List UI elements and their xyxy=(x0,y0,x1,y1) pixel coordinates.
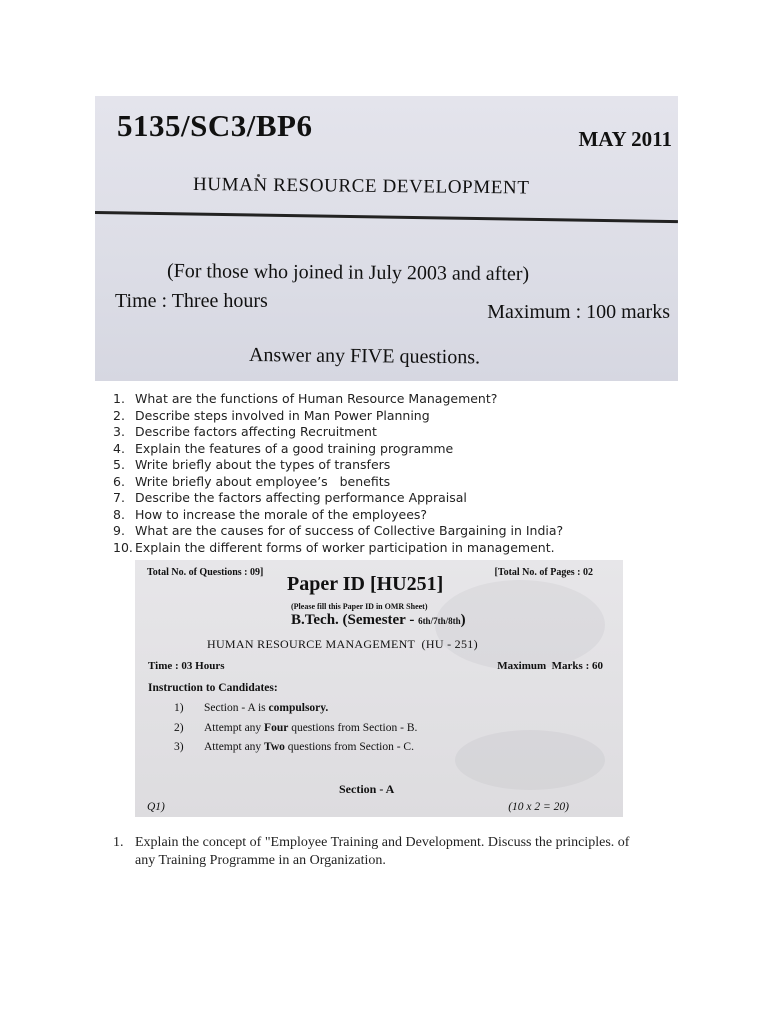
question-list xyxy=(113,391,563,556)
answer-instruction: Answer any FIVE questions. xyxy=(248,344,481,369)
exam-header-scan-1 xyxy=(95,96,678,381)
question-number: 1. xyxy=(113,835,124,850)
section-heading: Section - A xyxy=(339,782,395,796)
total-questions: Total No. of Questions : 09] xyxy=(147,567,264,578)
question-text: Explain the concept of "Employee Training and Development. Discuss the principles. of any Training Programme in an Organization. xyxy=(135,835,630,868)
list-item: 8. How to increase the morale of the employees? xyxy=(113,506,428,522)
program-semester: B.Tech. (Semester - 6th/7th/8th) xyxy=(291,612,466,628)
instructions-heading: Instruction to Candidates: xyxy=(148,682,278,694)
paper-id: Paper ID [HU251] xyxy=(287,573,444,595)
exam-date: MAY 2011 xyxy=(578,127,672,151)
paper-code: 5135/SC3/BP6 xyxy=(117,108,313,143)
question-label: Q1) xyxy=(147,801,165,813)
list-item: 7. Describe the factors affecting performance Appraisal xyxy=(113,490,467,505)
eligibility-note: (For those who joined in July 2003 and after) xyxy=(166,260,530,286)
list-item: 5. Write briefly about the types of transfers xyxy=(113,457,391,472)
scan-bleed xyxy=(455,730,605,790)
semester-value: 6th/7th/8th xyxy=(418,616,461,626)
list-item: 9. What are the causes for of success of Collective Bargaining in India? xyxy=(113,523,564,538)
exam-duration: Time : 03 Hours xyxy=(148,660,225,672)
list-item: 2. Describe steps involved in Man Power Planning xyxy=(113,407,430,423)
list-item: 4. Explain the features of a good training programme xyxy=(113,440,454,456)
list-item: 6. Write briefly about employee’s benefits xyxy=(113,473,391,489)
instruction-item: 3) Attempt any Two questions from Section - C. xyxy=(174,741,414,753)
exam-header-scan-2 xyxy=(135,560,623,817)
omr-note: (Please fill this Paper ID in OMR Sheet) xyxy=(291,602,428,611)
list-item: 10. Explain the different forms of worker participation in management. xyxy=(113,539,555,555)
subject-title: HUMAN RESOURCE DEVELOPMENT xyxy=(192,174,530,199)
maximum-marks: Maximum : 100 marks xyxy=(487,301,670,323)
instruction-item: 2) Attempt any Four questions from Section - B. xyxy=(174,722,418,734)
instruction-item: 1) Section - A is compulsory. xyxy=(174,702,329,714)
total-pages: [Total No. of Pages : 02 xyxy=(494,567,593,578)
final-question xyxy=(113,834,633,870)
list-item: 1. What are the functions of Human Resource Management? xyxy=(113,391,498,406)
course-title: HUMAN RESOURCE MANAGEMENT (HU - 251) xyxy=(207,637,478,651)
section-marks: (10 x 2 = 20) xyxy=(508,801,569,813)
list-item: 3. Describe factors affecting Recruitment xyxy=(113,424,377,439)
maximum-marks: Maximum Marks : 60 xyxy=(497,660,603,672)
header-rule xyxy=(95,211,678,223)
exam-duration: Time : Three hours xyxy=(115,290,268,312)
